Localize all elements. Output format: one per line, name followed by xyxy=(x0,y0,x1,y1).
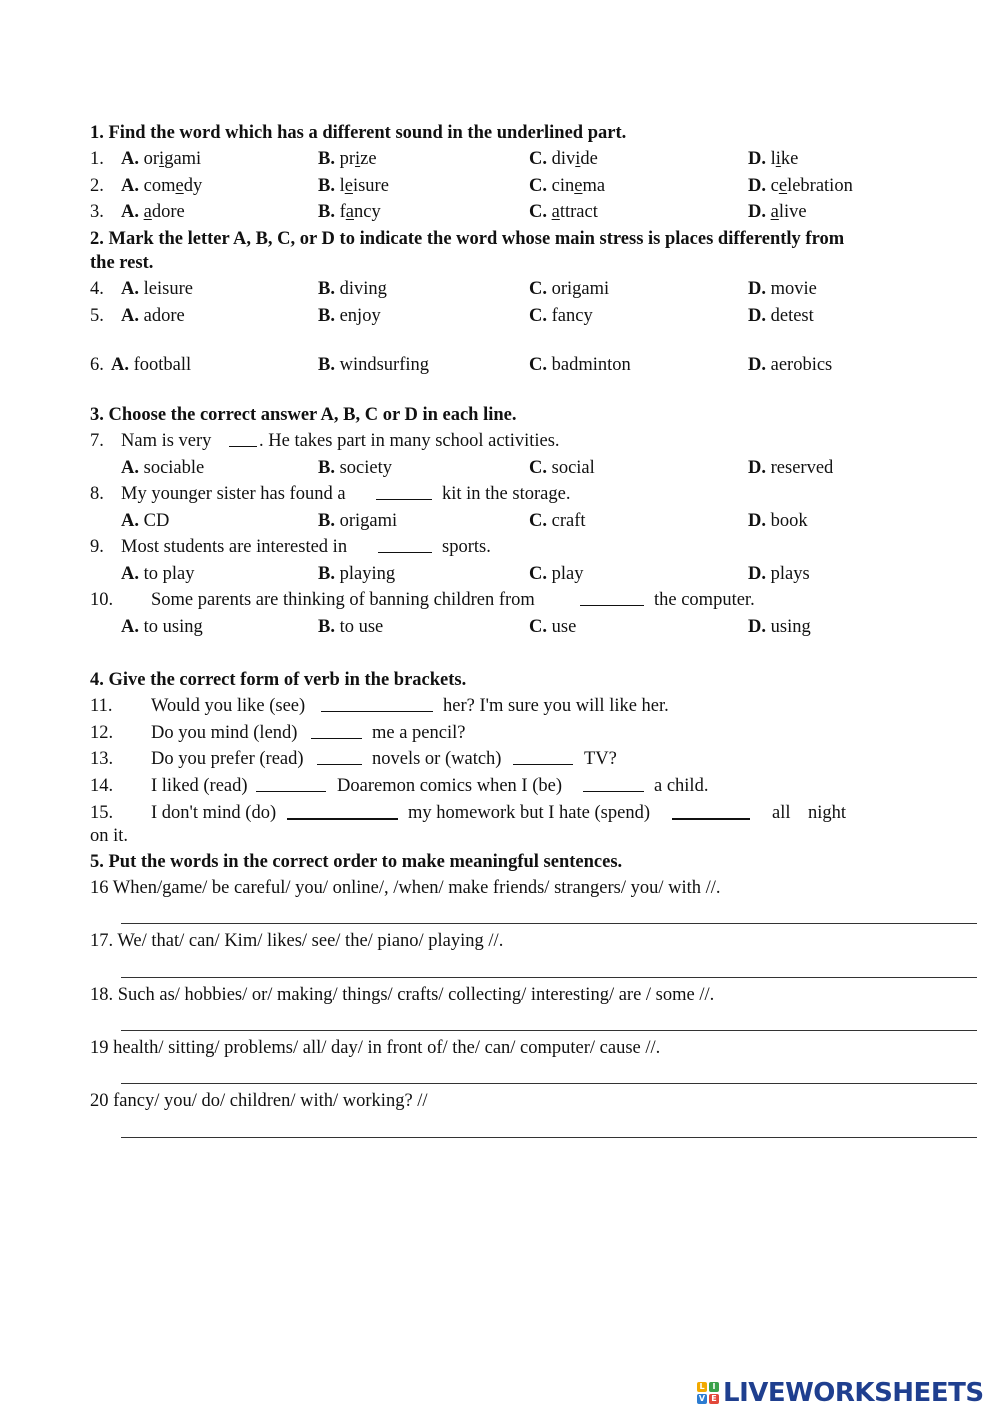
option-c[interactable]: C. badminton xyxy=(529,355,631,375)
option-c[interactable]: C. social xyxy=(529,458,595,478)
question-10-stem xyxy=(0,589,1000,611)
question-text: Do you prefer (read) xyxy=(151,749,304,769)
option-a[interactable]: A. adore xyxy=(121,306,185,326)
question-text: my homework but I hate (spend) xyxy=(408,803,650,823)
answer-blank[interactable] xyxy=(321,695,433,712)
option-d[interactable]: D. like xyxy=(748,149,799,169)
option-a[interactable]: A. to play xyxy=(121,564,195,584)
answer-blank[interactable] xyxy=(513,748,573,765)
option-c[interactable]: C. craft xyxy=(529,511,586,531)
question-text: night xyxy=(808,803,847,823)
question-7-options xyxy=(0,457,1000,479)
question-text: Doaremon comics when I (be) xyxy=(337,776,562,796)
question-text: Some parents are thinking of banning children from xyxy=(151,590,535,610)
question-text: all xyxy=(772,803,791,823)
sentence-item: 16 When/game/ be careful/ you/ online/, /when/ make friends/ strangers/ you/ with //. xyxy=(90,878,721,898)
question-number: 4. xyxy=(90,279,104,299)
question-text: the computer. xyxy=(654,590,755,610)
option-a[interactable]: A. sociable xyxy=(121,458,205,478)
option-c[interactable]: C. play xyxy=(529,564,584,584)
option-b[interactable]: B. leisure xyxy=(318,176,389,196)
section2-heading-line1: 2. Mark the letter A, B, C, or D to indicate the word whose main stress is places differently from xyxy=(90,229,845,249)
sentence-item: 20 fancy/ you/ do/ children/ with/ working? // xyxy=(90,1091,428,1111)
answer-line[interactable] xyxy=(121,923,977,924)
question-number: 10. xyxy=(90,590,114,610)
question-number: 5. xyxy=(90,306,104,326)
option-a[interactable]: A. leisure xyxy=(121,279,193,299)
question-text: novels or (watch) xyxy=(372,749,502,769)
option-c[interactable]: C. attract xyxy=(529,202,598,222)
option-c[interactable]: C. divide xyxy=(529,149,598,169)
option-a[interactable]: A. comedy xyxy=(121,176,203,196)
question-text: I liked (read) xyxy=(151,776,248,796)
option-d[interactable]: D. alive xyxy=(748,202,807,222)
sentence-item: 17. We/ that/ can/ Kim/ likes/ see/ the/ piano/ playing //. xyxy=(90,931,504,951)
question-text: sports. xyxy=(442,537,491,557)
question-text: My younger sister has found a xyxy=(121,484,346,504)
question-9-options xyxy=(0,563,1000,585)
option-d[interactable]: D. reserved xyxy=(748,458,834,478)
question-text: her? I'm sure you will like her. xyxy=(443,696,669,716)
question-4-options xyxy=(0,278,1000,300)
answer-blank[interactable] xyxy=(311,722,362,739)
answer-blank[interactable] xyxy=(378,536,432,553)
answer-blank[interactable] xyxy=(583,775,644,792)
option-d[interactable]: D. plays xyxy=(748,564,810,584)
question-number: 6. xyxy=(90,355,104,375)
logo-square: L xyxy=(697,1382,707,1392)
question-12 xyxy=(0,722,1000,744)
logo-square: V xyxy=(698,1394,706,1403)
question-number: 13. xyxy=(90,749,114,769)
option-d[interactable]: D. detest xyxy=(748,306,814,326)
question-15-continuation: on it. xyxy=(90,826,129,846)
option-c[interactable]: C. fancy xyxy=(529,306,593,326)
question-number: 7. xyxy=(90,431,104,451)
option-c[interactable]: C. use xyxy=(529,617,577,637)
question-number: 8. xyxy=(90,484,104,504)
option-b[interactable]: B. playing xyxy=(318,564,396,584)
option-a[interactable]: A. football xyxy=(111,355,192,375)
answer-blank[interactable] xyxy=(580,589,644,606)
option-a[interactable]: A. to using xyxy=(121,617,203,637)
question-8-stem xyxy=(0,483,1000,505)
answer-line[interactable] xyxy=(121,977,977,978)
question-13 xyxy=(0,748,1000,770)
question-9-stem xyxy=(0,536,1000,558)
section2-heading-line2: the rest. xyxy=(90,253,154,273)
option-b[interactable]: B. to use xyxy=(318,617,384,637)
option-d[interactable]: D. movie xyxy=(748,279,817,299)
option-d[interactable]: D. aerobics xyxy=(748,355,833,375)
answer-blank[interactable] xyxy=(287,802,398,820)
question-number: 14. xyxy=(90,776,114,796)
option-a[interactable]: A. origami xyxy=(121,149,202,169)
section4-heading: 4. Give the correct form of verb in the brackets. xyxy=(90,670,467,690)
question-number: 1. xyxy=(90,149,104,169)
question-text: kit in the storage. xyxy=(442,484,571,504)
sentence-item: 18. Such as/ hobbies/ or/ making/ things/ crafts/ collecting/ interesting/ are / some //. xyxy=(90,985,715,1005)
logo-square: I xyxy=(709,1382,719,1392)
option-a[interactable]: A. CD xyxy=(121,511,170,531)
option-b[interactable]: B. prize xyxy=(318,149,377,169)
option-d[interactable]: D. book xyxy=(748,511,808,531)
answer-line[interactable] xyxy=(121,1083,977,1084)
answer-blank[interactable] xyxy=(317,748,362,765)
logo-squares-icon xyxy=(697,1382,719,1404)
sentence-item: 19 health/ sitting/ problems/ all/ day/ in front of/ the/ can/ computer/ cause //. xyxy=(90,1038,661,1058)
option-a[interactable]: A. adore xyxy=(121,202,185,222)
option-b[interactable]: B. diving xyxy=(318,279,387,299)
question-6-options xyxy=(0,354,1000,376)
question-15 xyxy=(0,802,1000,824)
answer-line[interactable] xyxy=(121,1137,977,1138)
question-number: 2. xyxy=(90,176,104,196)
answer-blank[interactable] xyxy=(672,802,750,820)
answer-blank[interactable] xyxy=(256,775,326,792)
liveworksheets-logo xyxy=(697,1378,984,1408)
section5-heading: 5. Put the words in the correct order to make meaningful sentences. xyxy=(90,852,623,872)
question-7-stem xyxy=(0,430,1000,452)
option-b[interactable]: B. origami xyxy=(318,511,398,531)
answer-blank[interactable] xyxy=(229,430,257,447)
question-number: 3. xyxy=(90,202,104,222)
option-c[interactable]: C. cinema xyxy=(529,176,606,196)
option-d[interactable]: D. using xyxy=(748,617,811,637)
section1-heading: 1. Find the word which has a different sound in the underlined part. xyxy=(90,123,627,143)
question-text: TV? xyxy=(584,749,617,769)
question-number: 12. xyxy=(90,723,114,743)
question-14 xyxy=(0,775,1000,797)
option-b[interactable]: B. fancy xyxy=(318,202,381,222)
answer-line[interactable] xyxy=(121,1030,977,1031)
question-10-options xyxy=(0,616,1000,638)
option-b[interactable]: B. enjoy xyxy=(318,306,381,326)
question-11 xyxy=(0,695,1000,717)
option-b[interactable]: B. society xyxy=(318,458,392,478)
question-text: I don't mind (do) xyxy=(151,803,277,823)
question-text: me a pencil? xyxy=(372,723,466,743)
question-number: 9. xyxy=(90,537,104,557)
question-8-options xyxy=(0,510,1000,532)
option-b[interactable]: B. windsurfing xyxy=(318,355,430,375)
option-d[interactable]: D. celebration xyxy=(748,176,853,196)
question-text: Nam is very xyxy=(121,431,212,451)
question-number: 15. xyxy=(90,803,114,823)
question-5-options xyxy=(0,305,1000,327)
question-1-options xyxy=(0,148,1000,170)
question-text: Most students are interested in xyxy=(121,537,348,557)
option-c[interactable]: C. origami xyxy=(529,279,610,299)
question-number: 11. xyxy=(90,696,113,716)
question-3-options xyxy=(0,201,1000,223)
logo-square: E xyxy=(709,1394,719,1404)
section3-heading: 3. Choose the correct answer A, B, C or D in each line. xyxy=(90,405,517,425)
question-2-options xyxy=(0,175,1000,197)
question-text: . He takes part in many school activities. xyxy=(259,431,560,451)
question-text: Would you like (see) xyxy=(151,696,306,716)
answer-blank[interactable] xyxy=(376,483,432,500)
question-text: a child. xyxy=(654,776,709,796)
logo-text: LIVEWORKSHEETS xyxy=(723,1378,984,1408)
question-text: Do you mind (lend) xyxy=(151,723,298,743)
